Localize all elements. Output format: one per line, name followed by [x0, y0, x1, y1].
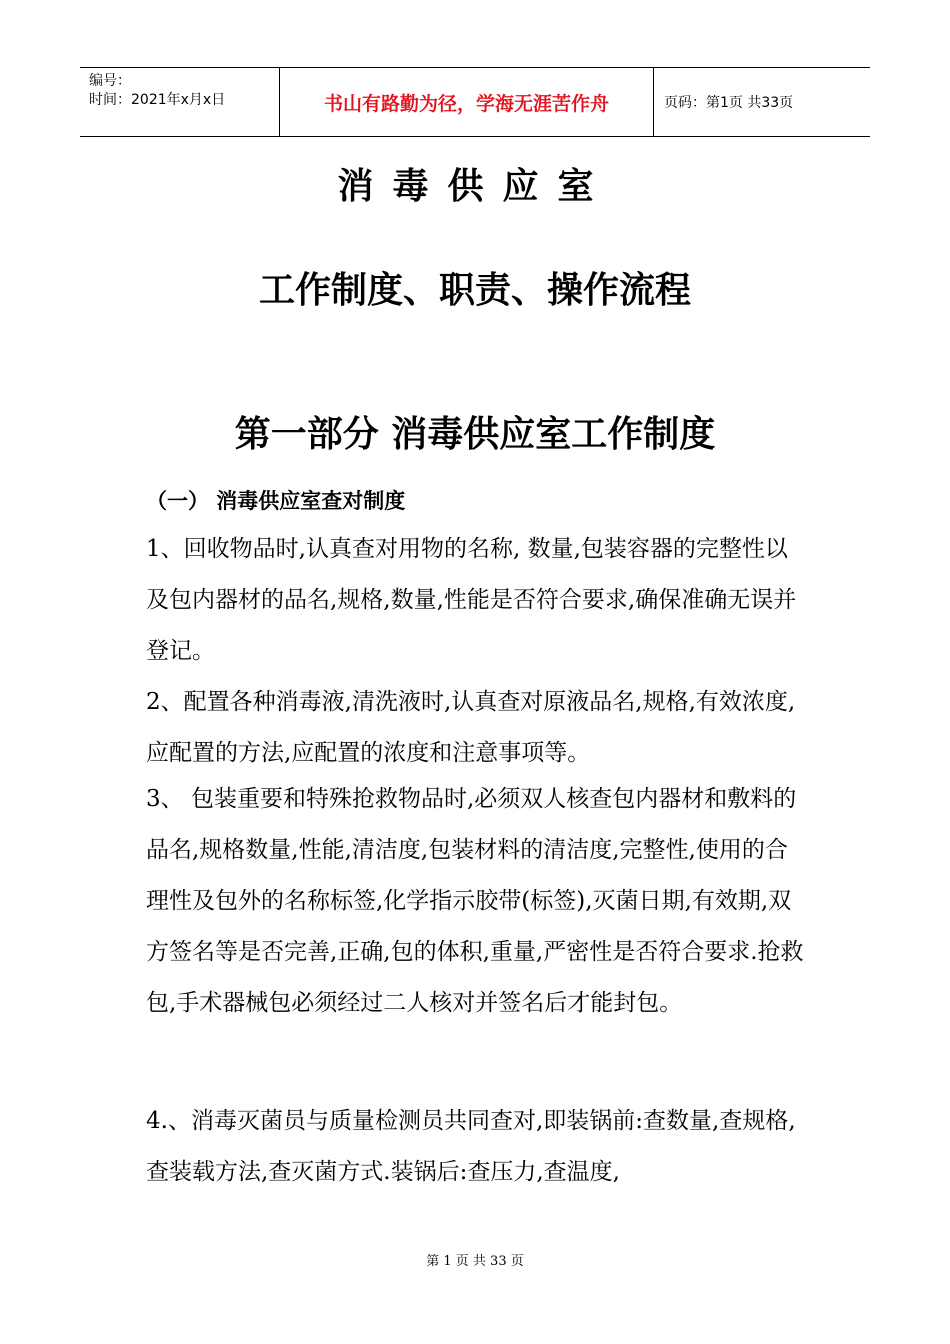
page-info: 页码：第1页 共33页 — [664, 95, 794, 111]
title-main: 消毒供应室 — [337, 166, 613, 207]
time-label: 时间：2021年x月x日 — [89, 92, 226, 108]
paragraph-3 — [146, 774, 806, 1029]
paragraph-text: 1、回收物品时,认真查对用物的名称, 数量,包装容器的完整性以及包内器材的品名,规格,数量,性能是否符合要求,确保准确无误并登记。 — [146, 536, 797, 664]
page-footer: 第 1 页 共 33 页 — [426, 1254, 524, 1269]
section-heading: （一） 消毒供应室查对制度 — [146, 489, 406, 513]
paragraph-2 — [146, 677, 806, 779]
paragraph-text: 3、 包装重要和特殊抢救物品时,必须双人核查包内器材和敷料的品名,规格数量,性能,清洁度,包装材料的清洁度,完整性,使用的合理性及包外的名称标签,化学指示胶带(标签),灭菌日期,有效期,双方签名等是否完善,正确,包的体积,重量,严密性是否符合要求.抢救包,手术器械包必须经过二人核对并签名后才能封包。 — [146, 786, 804, 1016]
page-header — [80, 67, 870, 137]
paragraph-text: 2、配置各种消毒液,清洗液时,认真查对原液品名,规格,有效浓度,应配置的方法,应配置的浓度和注意事项等。 — [146, 689, 796, 766]
number-label: 编号： — [89, 73, 131, 89]
title-sub: 工作制度、职责、操作流程 — [258, 270, 691, 311]
paragraph-1 — [146, 524, 806, 677]
doc-meta — [80, 68, 280, 136]
part-title: 第一部分 消毒供应室工作制度 — [234, 414, 716, 455]
paragraph-4 — [146, 1096, 806, 1198]
paragraph-text: 4.、消毒灭菌员与质量检测员共同查对,即装锅前:查数量,查规格,查装载方法,查灭菌方式.装锅后:查压力,查温度, — [146, 1108, 796, 1185]
motto: 书山有路勤为径，学海无涯苦作舟 — [280, 68, 654, 136]
